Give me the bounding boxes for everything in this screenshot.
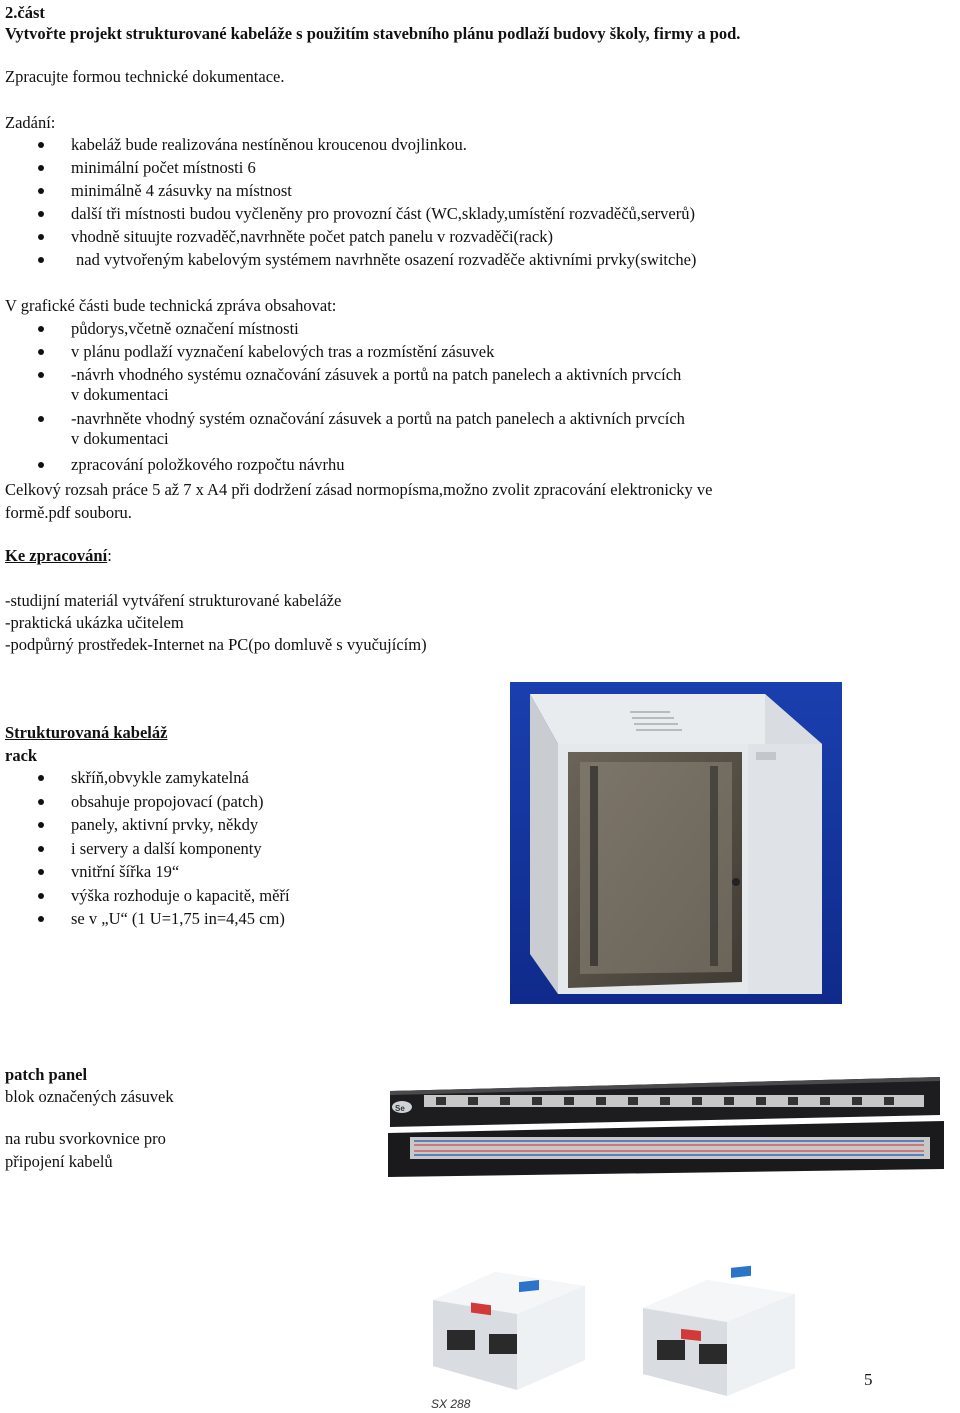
wall-socket-image: [425, 1262, 837, 1413]
list-item: vnitřní šířka 19“: [0, 862, 290, 886]
panel-logo-icon: Se: [395, 1104, 405, 1113]
list-item: -návrh vhodného systému označování zásuvek a portů na patch panelech a aktivních prvcích v dokumentaci: [0, 365, 685, 409]
list-item: v plánu podlaží vyznačení kabelových tras a rozmístění zásuvek: [0, 342, 685, 365]
list-item: půdorys,včetně označení místnosti: [0, 319, 685, 342]
list-item: zpracování položkového rozpočtu návrhu: [0, 455, 685, 478]
form-statement: Zpracujte formou technické dokumentace.: [5, 67, 285, 86]
zadani-list: [0, 135, 696, 273]
list-item: minimálně 4 zásuvky na místnost: [0, 181, 696, 204]
list-item: kabeláž bude realizována nestíněnou kroucenou dvojlinkou.: [71, 135, 467, 154]
graficka-intro: V grafické části bude technická zpráva obsahovat:: [5, 296, 337, 315]
patch-panel-image: [384, 1073, 948, 1181]
page-number: 5: [864, 1370, 873, 1389]
zadani-label: Zadání:: [5, 113, 56, 132]
rack-list: [0, 768, 290, 933]
ke-zpracovani-heading: Ke zpracování:: [5, 546, 112, 565]
list-item: skříň,obvykle zamykatelná: [0, 768, 290, 792]
socket-model-label: SX 288: [431, 1397, 471, 1411]
list-item: minimální počet místnosti 6: [0, 158, 696, 181]
list-item: další tři místnosti budou vyčleněny pro provozní část (WC,sklady,umístění rozvaděčů,serverů): [0, 204, 696, 227]
list-item: i servery a další komponenty: [0, 839, 290, 863]
list-item: nad vytvořeným kabelovým systémem navrhněte osazení rozvaděče aktivními prvky(switche): [0, 250, 696, 273]
list-item: se v „U“ (1 U=1,75 in=4,45 cm): [0, 909, 290, 933]
patch-panel-line-2: na rubu svorkovnice pro: [5, 1129, 166, 1148]
list-item: obsahuje propojovací (patch): [0, 792, 290, 816]
graficka-list: [0, 319, 685, 478]
rack-label: rack: [5, 746, 38, 765]
section-title: 2.část: [5, 3, 45, 22]
task-statement: Vytvořte projekt strukturované kabeláže s použitím stavebního plánu podlaží budovy školy, firmy a pod.: [5, 24, 741, 43]
rack-cabinet-image: [510, 682, 842, 1004]
list-item: výška rozhoduje o kapacitě, měří: [0, 886, 290, 910]
list-item: panely, aktivní prvky, někdy: [0, 815, 290, 839]
list-item: vhodně situujte rozvaděč,navrhněte počet patch panelu v rozvaděči(rack): [0, 227, 696, 250]
patch-panel-heading: patch panel: [5, 1065, 88, 1084]
bullet-icon: [38, 142, 44, 148]
resource-item: -studijní materiál vytváření strukturované kabeláže: [5, 591, 342, 610]
rozsah-line-1: Celkový rozsah práce 5 až 7 x A4 při dodržení zásad normopísma,možno zvolit zpracování elektronicky ve: [5, 480, 713, 499]
resource-item: -praktická ukázka učitelem: [5, 613, 184, 632]
strukturovana-heading: Strukturovaná kabeláž: [5, 723, 168, 742]
resource-item: -podpůrný prostředek-Internet na PC(po domluvě s vyučujícím): [5, 635, 427, 654]
patch-panel-line-3: připojení kabelů: [5, 1152, 113, 1171]
rozsah-line-2: formě.pdf souboru.: [5, 503, 132, 522]
patch-panel-line-1: blok označených zásuvek: [5, 1087, 174, 1106]
list-item: -navrhněte vhodný systém označování zásuvek a portů na patch panelech a aktivních prvcích v dokumentaci: [0, 409, 685, 455]
